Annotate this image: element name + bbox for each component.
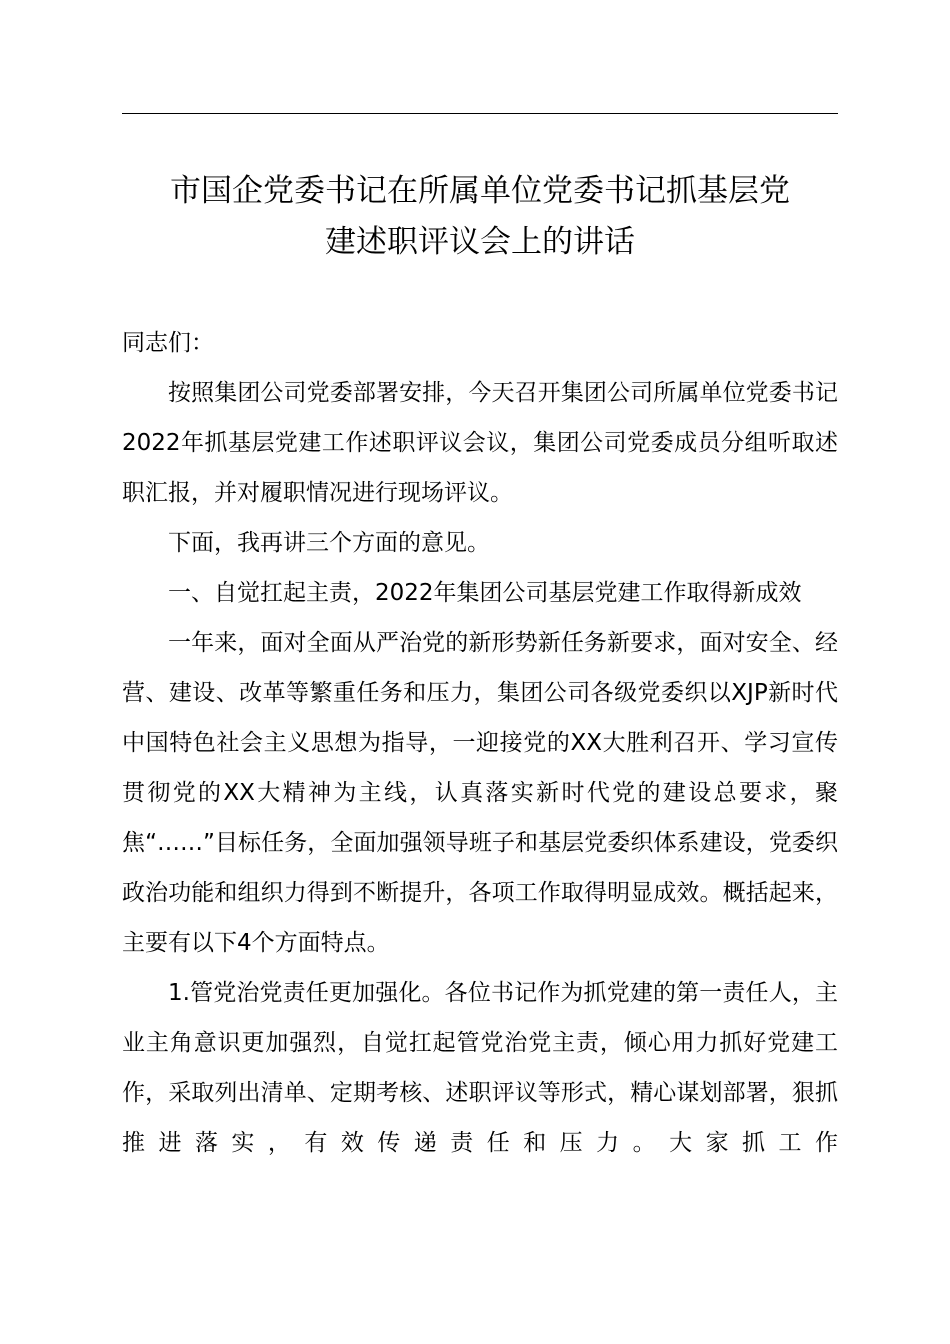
title-line-2: 建述职评议会上的讲话 [325,224,635,260]
salutation: 同志们： [122,330,214,356]
paragraph-overview: 一年来，面对全面从严治党的新形势新任务新要求，面对安全、经营、建设、改革等繁重任务和压力，集团公司各级党委织以XJP新时代中国特色社会主义思想为指导，一迎接党的XX大胜利召开、学习宣传贯彻党的XX大精神为主线，认真落实新时代党的建设总要求，聚焦“……”目标任务，全面加强领导班子和基层党委织体系建设，党委织政治功能和组织力得到不断提升，各项工作取得明显成效。概括起来，主要有以下4个方面特点。 [122,630,838,956]
document-body [122,318,838,1168]
paragraph-preface: 下面，我再讲三个方面的意见。 [168,530,490,556]
document-title [110,166,850,268]
section-heading-1: 一、自觉扛起主责，2022年集团公司基层党建工作取得新成效 [168,580,802,606]
paragraph-point-1: 1.管党治党责任更加强化。各位书记作为抓党建的第一责任人，主业主角意识更加强烈，自觉扛起管党治党主责，倾心用力抓好党建工作，采取列出清单、定期考核、述职评议等形式，精心谋划部署，狠抓推进落实，有效传递责任和压力。大家抓工作 [122,980,838,1156]
header-rule [122,113,838,114]
title-line-1: 市国企党委书记在所属单位党委书记抓基层党 [170,173,790,209]
paragraph-intro: 按照集团公司党委部署安排，今天召开集团公司所属单位党委书记2022年抓基层党建工作述职评议会议，集团公司党委成员分组听取述职汇报，并对履职情况进行现场评议。 [122,380,838,506]
